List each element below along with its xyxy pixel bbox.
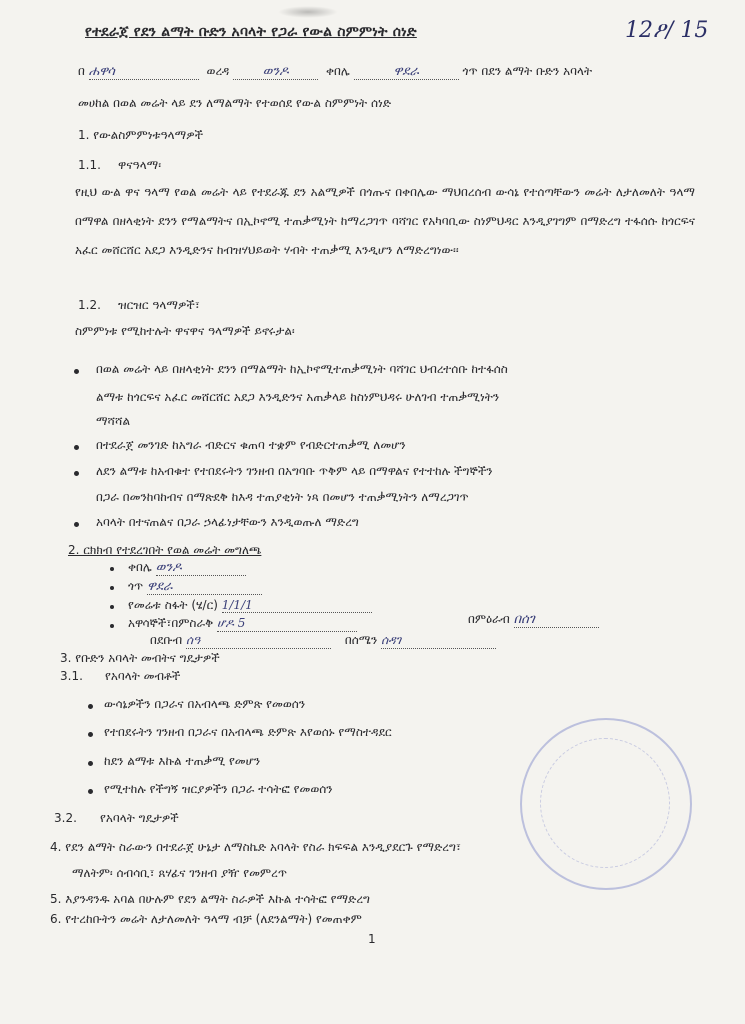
area-item-value: 1/1/1 <box>222 598 372 613</box>
south-boundary-row <box>150 633 496 649</box>
woreda-label: ወረዳ <box>206 64 230 78</box>
objective-3-line1: ለደን ልማቱ ከአብቁተ የተበደሩትን ገንዘብ በአግባቡ ጥቅም ላይ በማዋልና የተተከሉ ችግኞችን <box>96 464 493 478</box>
kebele-row <box>128 560 246 576</box>
section1-2-intro: ስምምነቱ የሚከተሉት ዋናዋና ዓላማዎች ይኖሩታል፡ <box>75 324 295 338</box>
section1-heading: 1. የውልስምምነቱዓላማዎች <box>78 128 204 142</box>
section1-1-label: 1.1. <box>78 158 101 172</box>
right-2: የተበደሩትን ገንዘብ በጋራና በአብላጫ ድምጽ እየወሰኑ የማስተዳደር <box>104 725 392 739</box>
bullet-dot <box>88 761 93 766</box>
bullet-dot <box>74 471 79 476</box>
objective-2: በተደራጀ መንገድ ከአግራ ብድርና ቁጠባ ተቋም የብድርተጠቃሚ ለመሆን <box>96 438 406 452</box>
ink-smudge <box>278 6 338 18</box>
section1-2-label: 1.2. <box>78 298 101 312</box>
south-value: ሰዳገ <box>381 633 496 649</box>
section1-1-heading: ዋናዓላማ፡ <box>118 158 162 172</box>
section3-heading: 3. የቡድን አባላት መብትና ግዴታዎች <box>60 651 220 665</box>
intro-prefix: በ <box>78 64 85 78</box>
kebele-item-label: ቀበሌ <box>128 560 152 574</box>
area-item-label: የመሬቱ ስፋት (ሄ/ር) <box>128 598 218 612</box>
handwritten-woreda: ወንዶ <box>233 64 318 80</box>
bullet-dot <box>74 522 79 527</box>
stamp-inner-ring <box>540 738 670 868</box>
got-item-value: ዋደራ <box>147 579 262 595</box>
kebele-label: ቀበሌ <box>325 64 350 78</box>
section2-heading: 2. ርክክብ የተደረገበት የወል መሬት መግለጫ <box>68 543 262 557</box>
reference-number: 12ዖ/ 15 <box>625 18 709 43</box>
north-value: ሰዓ <box>186 633 331 649</box>
section3-2-heading: የአባላት ግዴታዎች <box>100 811 179 825</box>
page-number: 1 <box>368 932 376 946</box>
bullet-dot <box>110 605 114 609</box>
north-label: በደቡብ <box>150 633 183 647</box>
got-suffix: ጎጥ በደን ልማት ቡድን አባላት <box>462 64 593 78</box>
bullet-dot <box>88 704 93 709</box>
right-4: የሚተከሉ የችግኝ ዝርያዎችን በጋራ ተሳትፎ የመወሰን <box>104 782 333 796</box>
duty-4-line2: ማለትም፡ ሰብሳቢ፣ ጸሃፊና ገንዘብ ያዥ የመምረጥ <box>72 866 287 880</box>
objective-1-line2: ልማቱ ከጎርፍና አፈር መሸርሸር አደጋ እንዲድንና አጠቃላይ ከስነምህዳሩ ሁለገብ ተጠቃሚነትን <box>96 390 500 404</box>
intro-line-1 <box>78 64 592 80</box>
bullet-dot <box>110 586 114 590</box>
west-label: በምዕራብ <box>468 612 510 626</box>
bullet-dot <box>74 445 79 450</box>
section1-1-text: የዚህ ውል ዋና ዓላማ የወል መሬት ላይ የተደራጁ ደን አልሚዎች በጎጡና በቀበሌው ማህበረሰብ ውሳኔ የተሰጣቸውን መሬት ለታለመለት ዓላማ በማዋል በዘላቂነት ደንን የማልማትና በኢኮኖሚ ተጠቃሚነት ከማረጋገጥ ባሻገር የአካባቢው ስነምህዳር እንዲያገግም በማድረግ ተፋሰሱ ከጎርፍና አፈር መሸርሸር አደጋ እንዲድንና ከብዝሃህይወት ሃብት ተጠቃሚ እንዲሆን ለማድረግነው፡፡ <box>75 185 695 257</box>
got-row <box>128 579 262 595</box>
section3-2-label: 3.2. <box>54 811 77 825</box>
section1-2-heading: ዝርዝር ዓላማዎች፣ <box>118 298 200 312</box>
handwritten-region: ሐዋሳ <box>89 64 199 80</box>
duty-4-line1: 4. የደን ልማት ስራውን በተደራጀ ሁኔታ ለማስኬድ አባላት የስራ ክፍፍል እንዲያደርጉ የማድረግ፣ <box>50 840 461 854</box>
intro-line-2: መሀከል በወል መሬት ላይ ደን ለማልማት የተወሰደ የውል ስምምነት ሰነድ <box>78 96 392 110</box>
bullet-dot <box>74 369 79 374</box>
boundary-east-value: ሆዶ 5 <box>217 616 357 632</box>
objective-3-line2: በጋራ በመንከባከብና በማጽደቅ ከእዳ ተጠያቂነት ነጻ በመሆን ተጠቃሚነትን ለማረጋገጥ <box>96 490 469 504</box>
duty-6: 6. የተረከቡትን መሬት ለታለመለት ዓላማ ብቻ (ለደንልማት) የመጠቀም <box>50 912 362 926</box>
right-3: ከደን ልማቱ እኩል ተጠቃሚ የመሆን <box>104 754 261 768</box>
west-value: በሰገ <box>514 612 599 628</box>
bullet-dot <box>110 567 114 571</box>
south-label: በሰሜን <box>344 633 378 647</box>
objective-4: አባላት በተናጠልና በጋራ ኃላፊነታቸውን እንዲወጡለ ማድረግ <box>96 515 359 529</box>
official-stamp <box>520 718 692 890</box>
got-item-label: ጎጥ <box>128 579 144 593</box>
bullet-dot <box>110 624 114 628</box>
right-1: ውሳኔዎችን በጋራና በአብላጫ ድምጽ የመወሰን <box>104 697 306 711</box>
section3-1-heading: የአባላት መብቶች <box>105 669 181 683</box>
area-row <box>128 598 372 613</box>
section3-1-label: 3.1. <box>60 669 83 683</box>
duty-5: 5. እያንዳንዱ አባል በሁሉም የደን ልማት ስራዎች እኩል ተሳትፎ የማድረግ <box>50 892 371 906</box>
bullet-dot <box>88 732 93 737</box>
west-row <box>468 612 599 628</box>
handwritten-kebele: ዋደራ <box>354 64 459 80</box>
document-title: የተደራጀ የደን ልማት ቡድን አባላት የጋራ የውል ስምምነት ሰነድ <box>85 24 417 40</box>
boundary-label: አዋሳኞች፣በምስራቅ <box>128 616 214 630</box>
boundary-east-row <box>128 616 357 632</box>
objective-1-line3: ማሻሻል <box>96 414 131 428</box>
kebele-item-value: ወንዶ <box>156 560 246 576</box>
bullet-dot <box>88 789 93 794</box>
objective-1-line1: በወል መሬት ላይ በዘላቂነት ደንን በማልማት ከኢኮኖሚተጠቃሚነት ባሻገር ህብረተሰቡ ከተፋሰስ <box>96 362 508 376</box>
